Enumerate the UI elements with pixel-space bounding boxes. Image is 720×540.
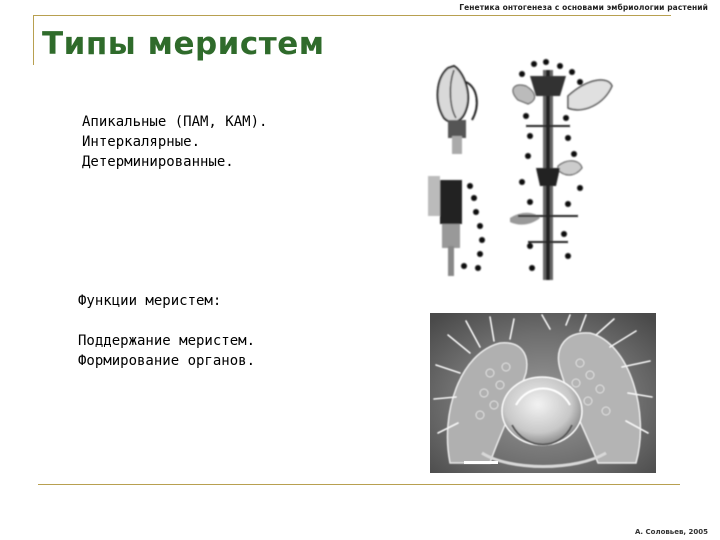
- meristem-type-determinate: Детерминированные.: [82, 154, 234, 170]
- meristem-functions-block: [78, 291, 255, 371]
- bottom-rule: [38, 484, 680, 485]
- functions-heading: Функции меристем:: [78, 293, 222, 309]
- sem-micrograph-image: [430, 313, 656, 473]
- meristem-type-apical: Апикальные (ПАМ, КАМ).: [82, 114, 268, 130]
- meristem-type-intercalary: Интеркалярные.: [82, 134, 201, 150]
- shoot-diagram-image: [418, 56, 618, 288]
- author-footer: А. Соловьев, 2005: [634, 528, 708, 536]
- top-rule-vertical: [33, 15, 34, 65]
- shoot-diagram-figure: [418, 56, 618, 288]
- meristem-types-list: [82, 112, 267, 172]
- sem-micrograph-figure: [430, 313, 656, 473]
- course-title-header: Генетика онтогенеза с основами эмбриологии растений: [459, 3, 708, 12]
- top-rule-horizontal: [33, 15, 671, 16]
- slide-title: Типы меристем: [42, 26, 325, 62]
- function-item-maintenance: Поддержание меристем.: [78, 333, 256, 349]
- function-item-organ-formation: Формирование органов.: [78, 353, 256, 369]
- functions-spacer: [78, 311, 255, 331]
